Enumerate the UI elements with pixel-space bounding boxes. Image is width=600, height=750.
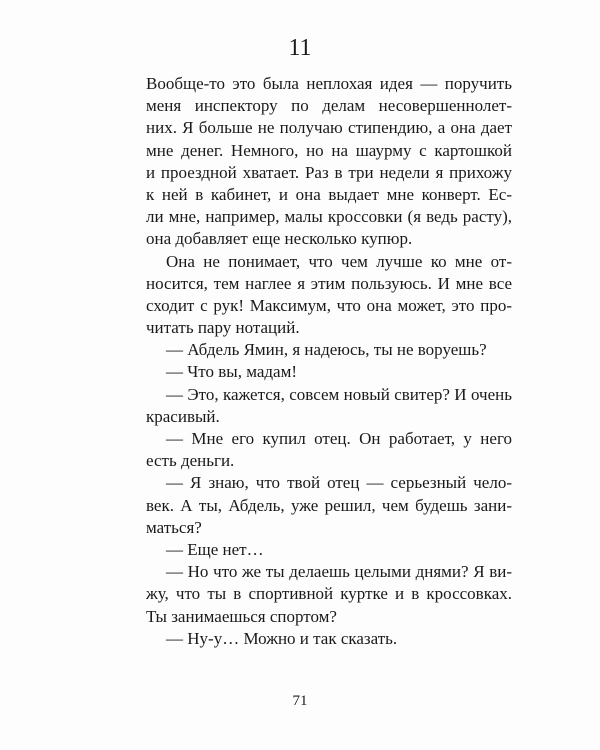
body-text [146,73,512,650]
text-line: ли мне, например, малы кроссовки (я ведь расту), [146,207,512,227]
dialogue-line: — Абдель Ямин, я надеюсь, ты не воруешь? [166,340,487,360]
dialogue-line: — Но что же ты делаешь целыми днями? Я ви- [166,562,512,582]
dialogue-line: — Я знаю, что твой отец — серьезный чело- [166,473,512,493]
text-line: век. А ты, Абдель, уже решил, чем будешь зани- [146,495,512,515]
text-line: красивый. [146,406,220,426]
dialogue-line: — Это, кажется, совсем новый свитер? И очень [166,384,512,404]
text-line: к ней в кабинет, и она выдает мне конверт. Ес- [146,184,512,204]
dialogue-line: — Что вы, мадам! [166,362,298,382]
text-line: и проездной хватает. Раз в три недели я прихожу [146,162,512,182]
text-line: она добавляет еще несколько купюр. [146,229,413,249]
dialogue-line: — Мне его купил отец. Он работает, у него [166,429,512,448]
text-line: Вообще-то это была неплохая идея — поручить [146,74,512,93]
text-line: маться? [146,517,202,537]
text-line: читать пару нотаций. [146,318,300,338]
chapter-number: 11 [288,35,312,61]
dialogue-line: — Еще нет… [166,539,264,559]
text-line: мне денег. Немного, но на шаурму с картошкой [146,140,512,160]
text-line: есть деньги. [146,451,235,471]
text-line: сходит с рук! Максимум, что она может, это про- [146,295,512,315]
text-line: Ты занимаешься спортом? [146,606,337,626]
page-number: 71 [292,693,308,709]
text-line: них. Я больше не получаю стипендию, а она дает [146,118,512,138]
text-line: жу, что ты в спортивной куртке и в кроссовках. [146,584,512,604]
text-line: носится, тем наглее я этим пользуюсь. И мне все [146,273,512,293]
text-line: меня инспектору по делам несовершеннолет- [146,96,512,116]
dialogue-line: — Ну-у… Можно и так сказать. [166,628,398,648]
text-line: Она не понимает, что чем лучше ко мне от- [166,251,512,271]
